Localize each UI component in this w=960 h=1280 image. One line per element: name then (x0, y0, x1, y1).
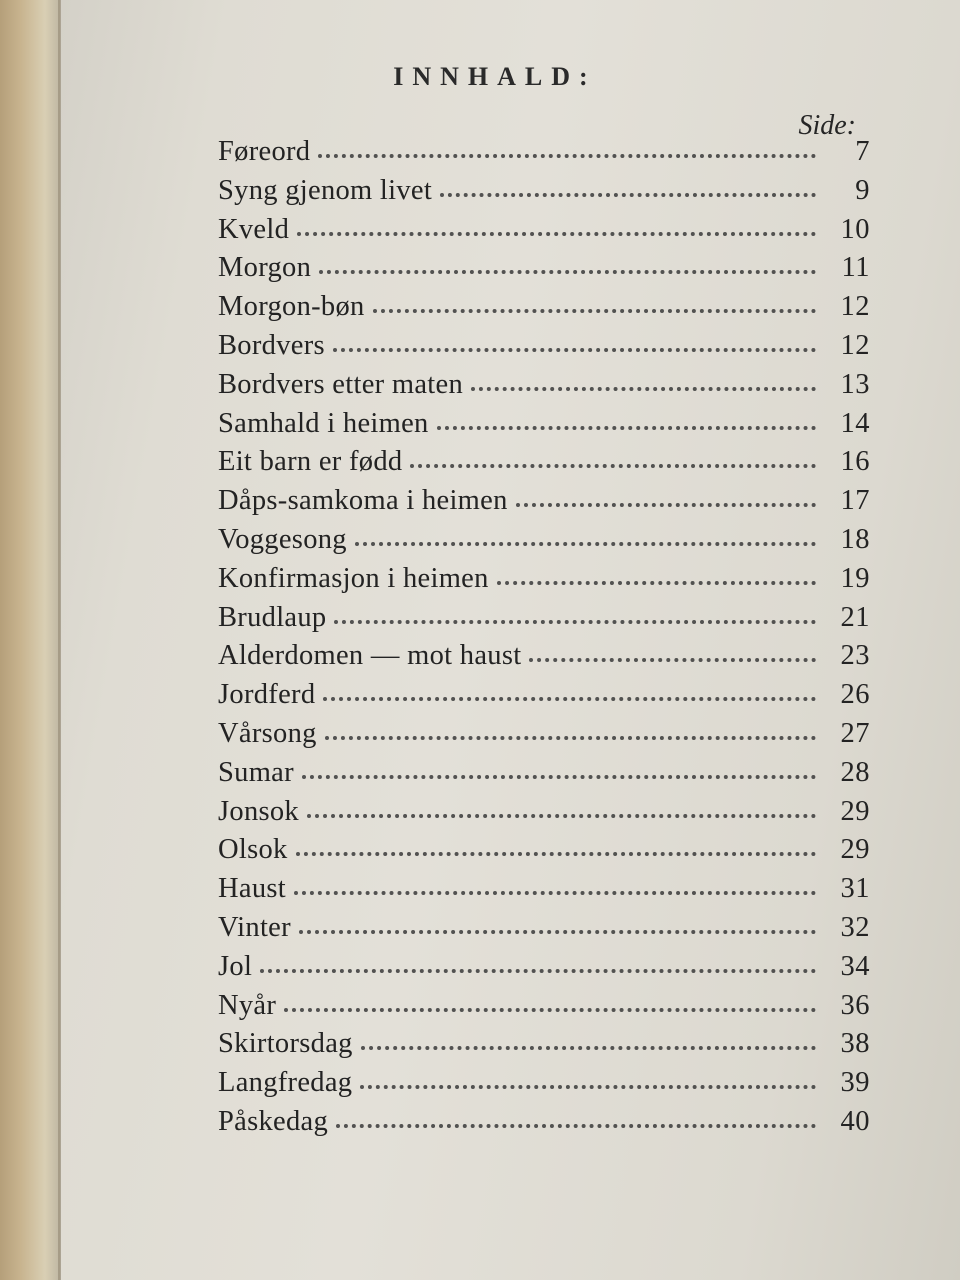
toc-entry-title: Skirtorsdag (218, 1028, 353, 1060)
toc-entry-page: 7 (855, 136, 870, 167)
toc-entry-title: Jordferd (218, 679, 316, 711)
toc-entry-title: Langfredag (218, 1067, 353, 1099)
toc-entry (218, 524, 870, 563)
toc-entry-page: 32 (840, 911, 870, 943)
dot-leader (373, 309, 816, 313)
dot-leader (336, 1124, 816, 1128)
toc-entry-page: 27 (840, 717, 870, 749)
toc-entry-page: 9 (855, 174, 870, 206)
toc-entry (218, 1106, 870, 1145)
toc-heading: INNHALD: (393, 62, 597, 91)
toc-entry-page: 29 (840, 795, 870, 827)
dot-leader (297, 232, 816, 236)
page-column-label: Side: (798, 110, 856, 141)
toc-entry-title: Morgon-bøn (218, 291, 365, 323)
dot-leader (299, 930, 816, 934)
toc-entry-title: Samhald i heimen (218, 407, 429, 439)
dot-leader (440, 193, 816, 197)
toc-entry-title: Brudlaup (218, 601, 327, 633)
dot-leader (325, 736, 816, 740)
dot-leader (319, 270, 816, 274)
toc-entry-page: 26 (840, 679, 870, 711)
toc-entry-title: Vårsong (218, 717, 317, 749)
dot-leader (471, 387, 816, 391)
dot-leader (355, 542, 816, 546)
toc-entry-title: Dåps-samkoma i heimen (218, 485, 508, 517)
toc-entry (218, 408, 870, 447)
dot-leader (302, 775, 816, 779)
toc-entry (218, 718, 870, 757)
toc-entry-title: Nyår (218, 989, 277, 1021)
toc-entry (218, 873, 870, 912)
toc-entry (218, 640, 870, 679)
dot-leader (360, 1085, 816, 1089)
toc-entry-page: 39 (840, 1067, 870, 1099)
toc-entry (218, 1028, 870, 1067)
toc-entry-title: Voggesong (218, 523, 347, 555)
toc-entry-title: Vinter (218, 911, 291, 943)
dot-leader (497, 581, 816, 585)
toc-entry (218, 214, 870, 253)
toc-entry (218, 990, 870, 1029)
toc-entry-page: 31 (840, 873, 870, 905)
toc-entry (218, 330, 870, 369)
toc-entry (218, 1067, 870, 1106)
toc-entry-page: 17 (840, 485, 870, 517)
toc-entry (218, 252, 870, 291)
toc-entry-page: 13 (840, 368, 870, 400)
toc-entry (218, 563, 870, 602)
toc-entry (218, 679, 870, 718)
toc-entry (218, 291, 870, 330)
toc-entry-page: 34 (840, 950, 870, 982)
toc-entry-title: Føreord (218, 136, 311, 167)
toc-entry-title: Påskedag (218, 1105, 329, 1137)
toc-entry-page: 18 (840, 523, 870, 555)
toc-entry-title: Olsok (218, 834, 288, 866)
dot-leader (516, 503, 816, 507)
toc-entry (218, 175, 870, 214)
toc-entry (218, 834, 870, 873)
toc-entry-page: 28 (840, 756, 870, 788)
dot-leader (318, 154, 816, 158)
dot-leader (307, 814, 816, 818)
dot-leader (334, 620, 816, 624)
toc-entry-page: 14 (840, 407, 870, 439)
table-of-contents (218, 136, 870, 1145)
dot-leader (361, 1046, 816, 1050)
toc-entry-title: Jonsok (218, 795, 299, 827)
toc-entry (218, 136, 870, 175)
dot-leader (260, 969, 816, 973)
toc-entry-title: Morgon (218, 252, 312, 284)
toc-entry-title: Haust (218, 873, 286, 905)
toc-entry-page: 12 (840, 291, 870, 323)
toc-entry-page: 12 (840, 329, 870, 361)
toc-entry-title: Syng gjenom livet (218, 174, 433, 206)
dot-leader (323, 697, 816, 701)
toc-entry-page: 36 (840, 989, 870, 1021)
dot-leader (296, 852, 816, 856)
toc-entry (218, 796, 870, 835)
toc-entry-page: 11 (841, 252, 870, 284)
toc-entry-page: 40 (840, 1105, 870, 1137)
dot-leader (333, 348, 816, 352)
dot-leader (529, 658, 816, 662)
toc-entry-page: 23 (840, 640, 870, 672)
toc-entry-title: Bordvers etter maten (218, 368, 463, 400)
dot-leader (437, 426, 816, 430)
toc-entry (218, 602, 870, 641)
toc-entry (218, 757, 870, 796)
toc-entry-page: 38 (840, 1028, 870, 1060)
toc-entry-title: Alderdomen — mot haust (218, 640, 522, 672)
toc-entry-title: Eit barn er fødd (218, 446, 403, 478)
toc-entry-page: 21 (840, 601, 870, 633)
toc-entry (218, 485, 870, 524)
toc-entry-page: 29 (840, 834, 870, 866)
toc-entry-page: 19 (840, 562, 870, 594)
toc-entry-title: Sumar (218, 756, 294, 788)
toc-entry (218, 951, 870, 990)
toc-entry-title: Konfirmasjon i heimen (218, 562, 489, 594)
toc-entry-title: Bordvers (218, 329, 325, 361)
toc-entry-title: Jol (218, 950, 253, 982)
toc-entry (218, 446, 870, 485)
toc-entry-page: 16 (840, 446, 870, 478)
toc-entry-title: Kveld (218, 213, 290, 245)
dot-leader (284, 1008, 816, 1012)
toc-entry (218, 912, 870, 951)
dot-leader (294, 891, 816, 895)
toc-entry-page: 10 (840, 213, 870, 245)
toc-entry (218, 369, 870, 408)
book-spine (0, 0, 60, 1280)
dot-leader (410, 464, 816, 468)
